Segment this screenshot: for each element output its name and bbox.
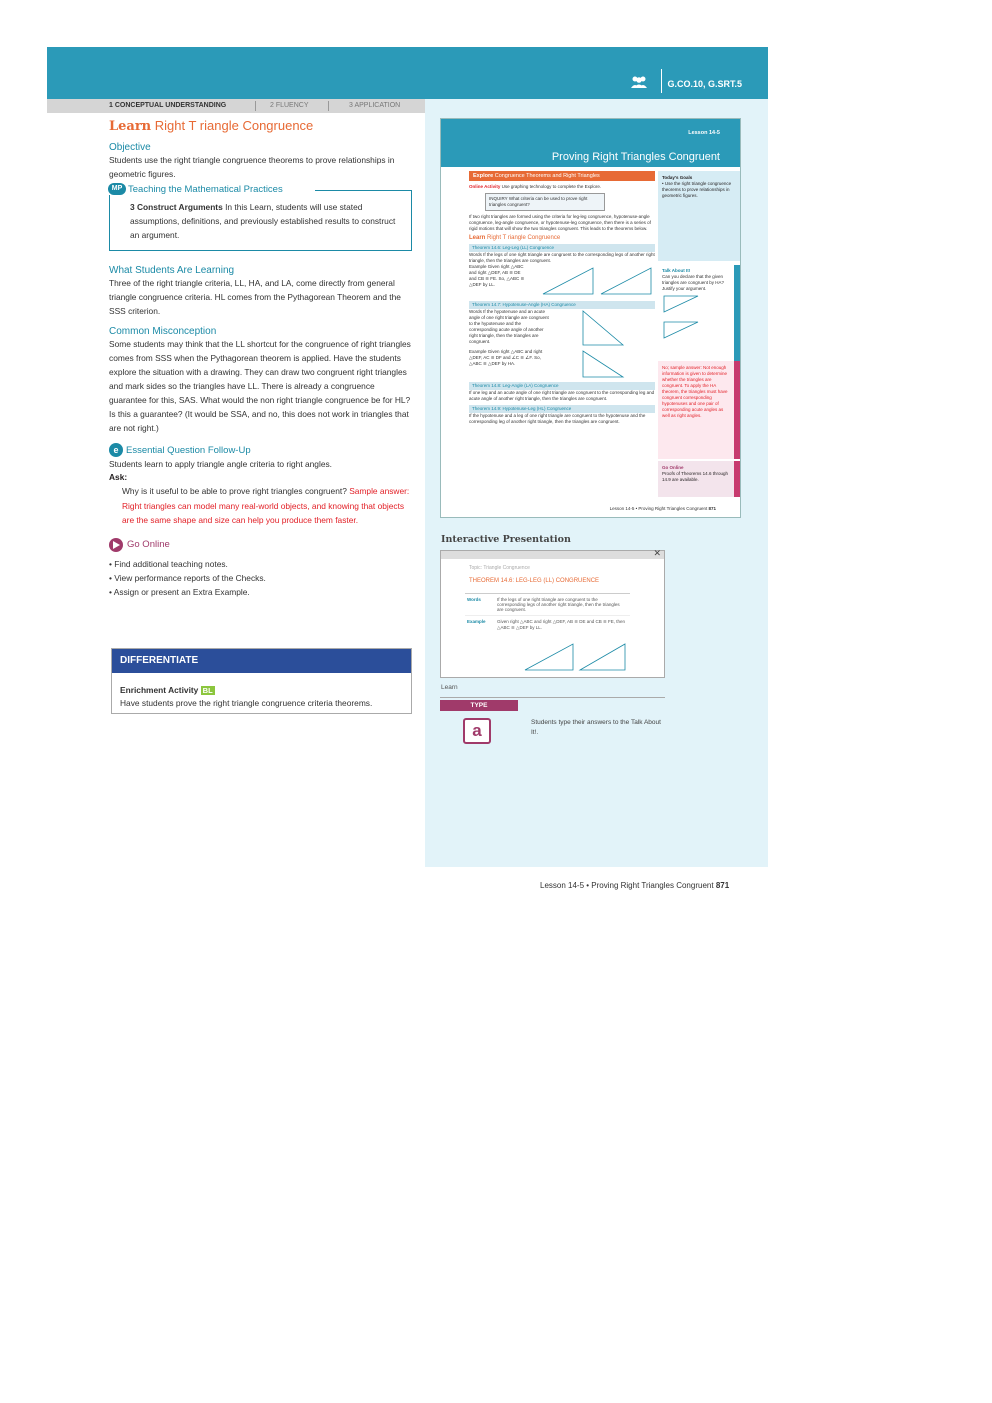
essential-question-title: Essential Question Follow-Up xyxy=(126,444,251,456)
objective-heading: Objective xyxy=(109,142,151,153)
goals-text: • Use the right triangle congruence theorems to prove relationships in geometric figures. xyxy=(662,181,732,198)
theorem-words: If the hypotenuse and a leg of one right triangle are congruent to the hypotenuse and the corresponding leg of another right triangle, then the triangles are congruent. xyxy=(469,413,646,424)
close-icon[interactable]: ✕ xyxy=(653,548,661,558)
go-online-heading[interactable] xyxy=(109,538,412,552)
go-online-title: Go Online xyxy=(127,539,170,550)
enrichment-text: Have students prove the right triangle congruence criteria theorems. xyxy=(120,698,373,708)
tab-fluency[interactable]: 2 FLUENCY xyxy=(270,102,309,109)
theorem-example xyxy=(469,264,655,298)
page-number: 871 xyxy=(715,881,730,890)
triangle-diagram xyxy=(662,292,702,342)
go-online-icon xyxy=(109,538,123,552)
math-practices-box xyxy=(109,183,412,251)
example-text: Given right △ABC and right △DEF, AB ≅ DE and CB ≅ FE, then △ABC ≅ △DEF by LL. xyxy=(497,619,626,630)
theorem-words: Words If the legs of one right triangle are congruent to the corresponding legs of another right triangle, then the triangles are congruent. xyxy=(469,252,655,263)
sample-answer-text: Right triangles can model many real-world objects, and knowing that objects are the same shape and size can help you produce them faster. xyxy=(122,500,405,525)
mp-practice-body: In this Learn, students will use stated assumptions, definitions, and previously established results to construct an argument. xyxy=(130,202,396,240)
triangle-diagram xyxy=(533,264,653,298)
tab-application[interactable]: 3 APPLICATION xyxy=(349,102,401,109)
intro-text: If two right triangles are formed using the criteria for leg-leg congruence, hypotenuse-angle congruence, leg-angle congruence, or hypotenuse-leg congruence, then there is a series of rigid motions that will show the two triangles congruent. This leads to the theorems below. xyxy=(469,214,651,231)
triangle-diagram xyxy=(553,349,653,379)
talk-heading: Talk About It! xyxy=(662,268,691,273)
mp-icon: MP xyxy=(108,183,126,195)
explore-bar xyxy=(469,171,655,181)
theorem-words: Words If the hypotenuse and an acute angle of one right triangle are congruent to the hypotenuse and the corresponding acute angle of another right triangle, then the triangles are congruent. xyxy=(469,309,549,344)
lesson-number: Lesson 14-5 xyxy=(688,130,720,136)
ask-question xyxy=(122,484,412,528)
talk-text: Can you declare that the given triangles are congruent by HA? Justify your argument. xyxy=(662,274,725,291)
type-icon: a xyxy=(463,718,491,744)
divider xyxy=(661,69,662,93)
list-item: • Find additional teaching notes. xyxy=(109,558,228,569)
thumbnail-footer xyxy=(610,506,716,511)
common-misconception-heading: Common Misconception xyxy=(109,326,217,337)
talk-answer xyxy=(658,361,740,459)
theorem-bar: Theorem 14.9: Hypotenuse-Leg (HL) Congruence xyxy=(469,405,655,413)
example-label: Example xyxy=(467,619,486,624)
enrichment-label: Enrichment Activity xyxy=(120,685,199,695)
teacher-notes-column xyxy=(109,118,412,599)
interactive-presentation-title: Interactive Presentation xyxy=(441,534,571,545)
what-students-learning-heading: What Students Are Learning xyxy=(109,265,235,276)
essential-question-icon: e xyxy=(109,443,123,457)
interactive-presentation-preview[interactable] xyxy=(440,550,665,678)
math-practices-heading xyxy=(108,183,289,195)
go-online-title: Go Online xyxy=(662,465,684,470)
go-online-list xyxy=(109,557,412,599)
go-online-text: Proofs of Theorems 14.6 through 14.9 are available. xyxy=(662,471,728,482)
objective-text: Students use the right triangle congruence theorems to prove relationships in geometric figures. xyxy=(109,155,395,179)
math-practices-title: Teaching the Mathematical Practices xyxy=(128,183,283,195)
preview-topbar xyxy=(441,548,664,559)
table-row xyxy=(465,594,630,616)
theorem-words-row xyxy=(469,309,655,349)
page-footer xyxy=(540,881,729,890)
words-text: If the legs of one right triangle are congruent to the corresponding legs of another right triangle, then the triangles are congruent. xyxy=(497,597,620,612)
mp-practice-name: 3 Construct Arguments xyxy=(130,202,223,212)
common-misconception-text: Some students may think that the LL shortcut for the congruence of right triangles comes from SSS when the Pythagorean theorem is applied. Have the students explore the situation with a drawing. They can draw two congruent right triangles and mark sides so the triangles have LL. There is already a congruence guarantee for this, SAS. What would the non right triangle congruence be for HL? Is this a guarantee? (It would be SSA, and no, this does not work in triangles that are not right.) xyxy=(109,339,411,433)
list-item: • Assign or present an Extra Example. xyxy=(109,586,250,597)
learn-word: Learn xyxy=(109,119,152,134)
tab-divider xyxy=(328,101,329,111)
tab-divider xyxy=(255,101,256,111)
theorem-words: If one leg and an acute angle of one right triangle are congruent to the corresponding leg and acute angle of another right triangle, then the triangles are congruent. xyxy=(469,390,655,401)
breadcrumb: Topic: Triangle Congruence xyxy=(469,565,530,571)
online-activity-label: Online Activity xyxy=(469,184,501,189)
group-icon xyxy=(630,75,648,89)
theorem-bar: Theorem 14.8: Leg-Angle (LA) Congruence xyxy=(469,382,655,390)
learn-word: Learn xyxy=(469,235,486,241)
explore-title: Congruence Theorems and Right Triangles xyxy=(493,173,600,179)
theorem-table xyxy=(465,593,630,673)
thumbnail-footer-text: Lesson 14-5 • Proving Right Triangles Congruent xyxy=(609,506,708,511)
triangle-diagram xyxy=(465,640,630,674)
learn-title-text: Right T riangle Congruence xyxy=(485,235,561,241)
sample-answer-label: Sample answer: xyxy=(349,486,410,496)
learn-label: Learn xyxy=(441,684,458,691)
learn-heading xyxy=(469,235,655,241)
essential-question-text: Students learn to apply triangle angle criteria to right angles. xyxy=(109,459,333,469)
talk-answer-text: No; sample answer: Not enough information is given to determine whether the triangles are congruent. To apply the HA theorem, the triangles must have congruent corresponding hypotenuses and one pair of corresponding acute angles as well as right angles. xyxy=(662,365,728,418)
differentiate-box xyxy=(111,648,412,714)
online-activity-text: Use graphing technology to complete the Explore. xyxy=(500,184,602,189)
triangle-diagram xyxy=(553,309,653,349)
footer-lesson: Lesson 14-5 • Proving Right Triangles Congruent xyxy=(540,881,714,890)
example-text: Example Given right △ABC and right △DEF, AB ≅ DE and CB ≅ FE. So, △ABC ≅ △DEF by LL. xyxy=(469,264,525,287)
talk-about-it xyxy=(658,265,740,361)
online-activity xyxy=(469,184,655,190)
example-text: Example Given right △ABC and right △DEF, AC ≅ DF and ∠C ≅ ∠F. So, △ABC ≅ △DEF by HA. xyxy=(469,349,543,366)
type-description: Students type their answers to the Talk About It!. xyxy=(531,719,661,736)
theorem-bar: Theorem 14.6: Leg-Leg (LL) Congruence xyxy=(469,244,655,252)
theorem-heading: THEOREM 14.6: LEG-LEG (LL) CONGRUENCE xyxy=(469,578,600,584)
inquiry-box: INQUIRY What criteria can be used to prove right triangles congruent? xyxy=(485,193,605,211)
thumbnail-go-online xyxy=(658,461,740,497)
thumbnail-main-content xyxy=(469,171,655,425)
standards-label: G.CO.10, G.SRT.5 xyxy=(667,79,742,89)
words-label: Words xyxy=(467,597,481,602)
what-students-learning-text: Three of the right triangle criteria, LL, HA, and LA, come directly from general triangle congruence criteria. HL comes from the Pythagorean Theorem and the SSS criterion. xyxy=(109,278,401,316)
learn-title-text: Right T riangle Congruence xyxy=(154,118,314,133)
math-practices-text xyxy=(130,200,401,242)
todays-goals xyxy=(658,171,740,261)
thumbnail-header xyxy=(441,119,740,167)
progression-tabs xyxy=(47,99,425,113)
page-title xyxy=(109,118,412,134)
theorem-bar: Theorem 14.7: Hypotenuse-Angle (HA) Congruence xyxy=(469,301,655,309)
list-item: • View performance reports of the Checks. xyxy=(109,572,266,583)
bl-badge: BL xyxy=(202,686,213,695)
explore-word: Explore xyxy=(473,173,494,179)
thumbnail-page-number: 871 xyxy=(708,506,716,511)
essential-question-heading xyxy=(109,443,412,457)
ask-question-text: Why is it useful to be able to prove right triangles congruent? xyxy=(122,486,350,496)
student-page-thumbnail xyxy=(440,118,741,518)
type-tag: TYPE xyxy=(440,700,518,711)
divider xyxy=(315,190,412,191)
divider xyxy=(440,697,665,698)
lesson-title: Proving Right Triangles Congruent xyxy=(551,151,720,163)
header-bar xyxy=(47,47,768,99)
ask-label: Ask: xyxy=(109,472,128,482)
theorem-example xyxy=(469,349,655,379)
differentiate-heading: DIFFERENTIATE xyxy=(112,649,411,673)
goals-heading: Today's Goals xyxy=(662,175,693,180)
table-row xyxy=(465,616,630,634)
differentiate-body xyxy=(112,673,411,710)
tab-conceptual[interactable]: 1 CONCEPTUAL UNDERSTANDING xyxy=(109,102,227,109)
